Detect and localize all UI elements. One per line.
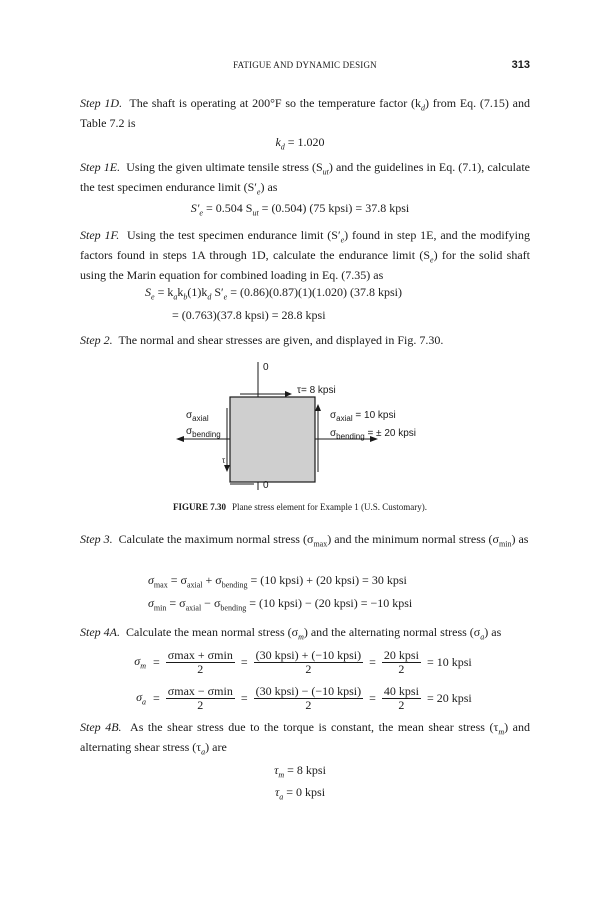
equation-sigma-min: $\sigma_{min} = \sigma_{axial} - \sigma_{bending} = (10$ kpsi) − (20 kpsi) = −10 kpsi — [148, 596, 413, 613]
shear-arrowhead-left — [224, 465, 230, 472]
equation-kd: $k_d = 1.020$ — [275, 135, 325, 152]
equation-sigma-max: $\sigma_{max} = \sigma_{axial} + \sigma_{bending} = (10$ kpsi) + (20 kpsi) = 30 kpsi — [148, 573, 407, 590]
tau-label: τ= 8 kpsi — [297, 385, 336, 396]
normal-arrowhead-left — [176, 436, 184, 442]
step-4a-paragraph: Step 4A. Calculate the mean normal stress $(\sigma_m)$ and the alternating normal stress $(\sigma_a)$ as — [80, 625, 502, 642]
shear-arrowhead-top — [285, 391, 292, 397]
axis-label-top: 0 — [263, 362, 269, 373]
equation-sigma-a: $\sigma_a$ = $\frac{\sigma\max - \sigma\min}{2}$ = $\frac{\text{(30 kpsi) − (−10 kpsi)}}{2}$ = $\frac{\text{40 kpsi}}{2}$ = 20 kpsi — [136, 683, 472, 712]
equation-tau-m: $\tau_m = 8$ kpsi — [274, 763, 326, 780]
step-1d-paragraph: Step 1D. The shaft is operating at 200°F so the temperature factor $(k_d)$ from Eq. (7.15) and Table 7.2 is — [80, 96, 530, 130]
running-title: FATIGUE AND DYNAMIC DESIGN — [233, 60, 377, 70]
equation-se-line1: $S_e = k_ak_b(1)k_d$ $S'_e = (0.86)(0.87)(1)(1.020)$ (37.8 kpsi) — [145, 285, 402, 302]
step-1e-paragraph: Step 1E. Using the given ultimate tensile stress $(S_{ut})$ and the guidelines in Eq. (7.1), calculate the test specimen endurance limit $(S'_e)$ as — [80, 160, 530, 197]
equation-se-line2: = (0.763)(37.8 kpsi) = 28.8 kpsi — [172, 308, 326, 322]
axis-label-bottom: 0 — [263, 480, 269, 491]
right-axial-label: $\sigma_{axial} = 10$ kpsi — [330, 410, 396, 423]
tau-small-label: τ — [222, 456, 226, 465]
left-axial-label: $\sigma_{axial}$ — [186, 410, 209, 423]
shear-arrowhead-right — [315, 404, 321, 411]
equation-sigma-m: $\sigma_m$ = $\frac{\sigma\max + \sigma\min}{2}$ = $\frac{\text{(30 kpsi) + (−10 kpsi)}}{2}$ = $\frac{\text{20 kpsi}}{2}$ = 10 kpsi — [134, 647, 472, 676]
stress-element — [230, 397, 315, 482]
step-2-paragraph: Step 2. The normal and shear stresses are given, and displayed in Fig. 7.30. — [80, 333, 444, 347]
equation-se-prime: $S'_e = 0.504$ $S_{ut} = (0.504)$ (75 kpsi) = 37.8 kpsi — [190, 201, 410, 218]
page-number: 313 — [511, 59, 530, 71]
step-1f-paragraph: Step 1F. Using the test specimen endurance limit $(S'_e)$ found in step 1E, and the modifying factors found in steps 1A through 1D, calculate the endurance limit $(S_e)$ for the solid shaft using the Marin equation for combined loading in Eq. (7.35) as — [80, 228, 530, 282]
step-4b-paragraph: Step 4B. As the shear stress due to the torque is constant, the mean shear stress $(\tau_m)$ and alternating shear stress $(\tau_a)$ are — [80, 720, 530, 757]
equation-tau-a: $\tau_a = 0$ kpsi — [274, 785, 326, 802]
right-bending-label: $\sigma_{bending}$ = ± 20 kpsi — [330, 428, 417, 441]
figure-caption: FIGURE 7.30 Plane stress element for Example 1 (U.S. Customary). — [173, 502, 427, 512]
left-bending-label: $\sigma_{bending}$ — [186, 426, 221, 439]
step-3-paragraph: Step 3. Calculate the maximum normal stress $(\sigma_{max})$ and the minimum normal stress $(\sigma_{min})$ as — [80, 532, 529, 549]
